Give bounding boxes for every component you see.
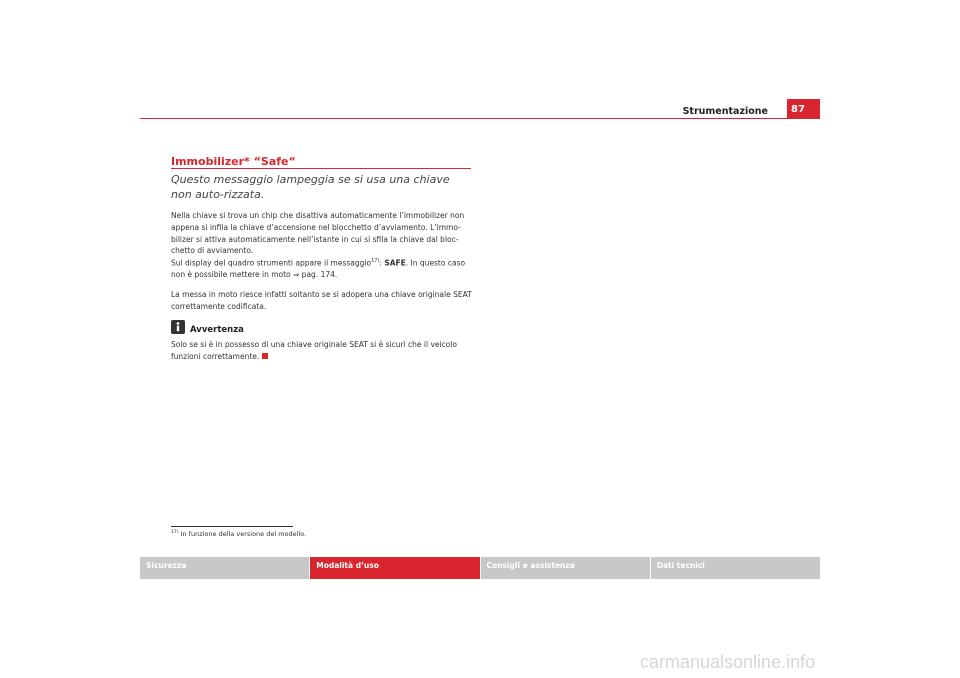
tab-dati-tecnici[interactable]: Dati tecnici <box>651 557 820 579</box>
section-title: Immobilizer* “Safe“ <box>171 155 296 168</box>
note-text-content: Solo se si è in possesso di una chiave originale SEAT si è sicuri che il veicolo funzioni correttamente. <box>171 340 457 361</box>
end-of-section-marker <box>262 353 268 359</box>
tab-sicurezza[interactable]: Sicurezza <box>140 557 309 579</box>
section-intro: Questo messaggio lampeggia se si usa una chiave non auto-rizzata. <box>171 173 450 201</box>
p2-text-after: . In questo caso non è possibile mettere in moto ⇒ pag. 174. <box>171 258 466 280</box>
chapter-tabs <box>140 557 820 579</box>
body-paragraph-2 <box>171 256 473 281</box>
footnote-text: In funzione della versione del modello. <box>180 530 307 539</box>
footnote <box>171 530 306 538</box>
footnote-ref[interactable]: 17) <box>371 258 380 264</box>
p2-text-before: Sul display del quadro strumenti appare il messaggio <box>171 258 372 268</box>
info-icon <box>171 320 185 334</box>
page-number: 87 <box>787 99 820 119</box>
p2-colon: : <box>379 258 385 268</box>
header-divider <box>140 118 820 119</box>
note-text <box>171 339 473 363</box>
body-paragraph-3: La messa in moto riesce infatti soltanto se si adopera una chiave originale SEAT correttamente codificata. <box>171 290 472 311</box>
footnote-divider <box>171 526 293 527</box>
body-paragraph-1: Nella chiave si trova un chip che disattiva automaticamente l’immobilizer non appena si infila la chiave d’accensione nel blocchetto d’avviamento. L’immo-bilizer si attiva automaticamente nell’istante in cui si sfila la chiave dal bloc-chetto di avviamento. <box>171 211 465 256</box>
note-title: Avvertenza <box>190 325 244 335</box>
watermark: carmanualsonline.info <box>640 652 816 672</box>
footnote-number: 17) <box>171 530 179 535</box>
tab-modalita-duso[interactable]: Modalità d’uso <box>310 557 479 579</box>
message-safe: SAFE <box>384 258 406 268</box>
tab-consigli-e-assistenza[interactable]: Consigli e assistenza <box>481 557 650 579</box>
page-header-title: Strumentazione <box>682 106 768 117</box>
section-title-divider <box>171 168 471 169</box>
